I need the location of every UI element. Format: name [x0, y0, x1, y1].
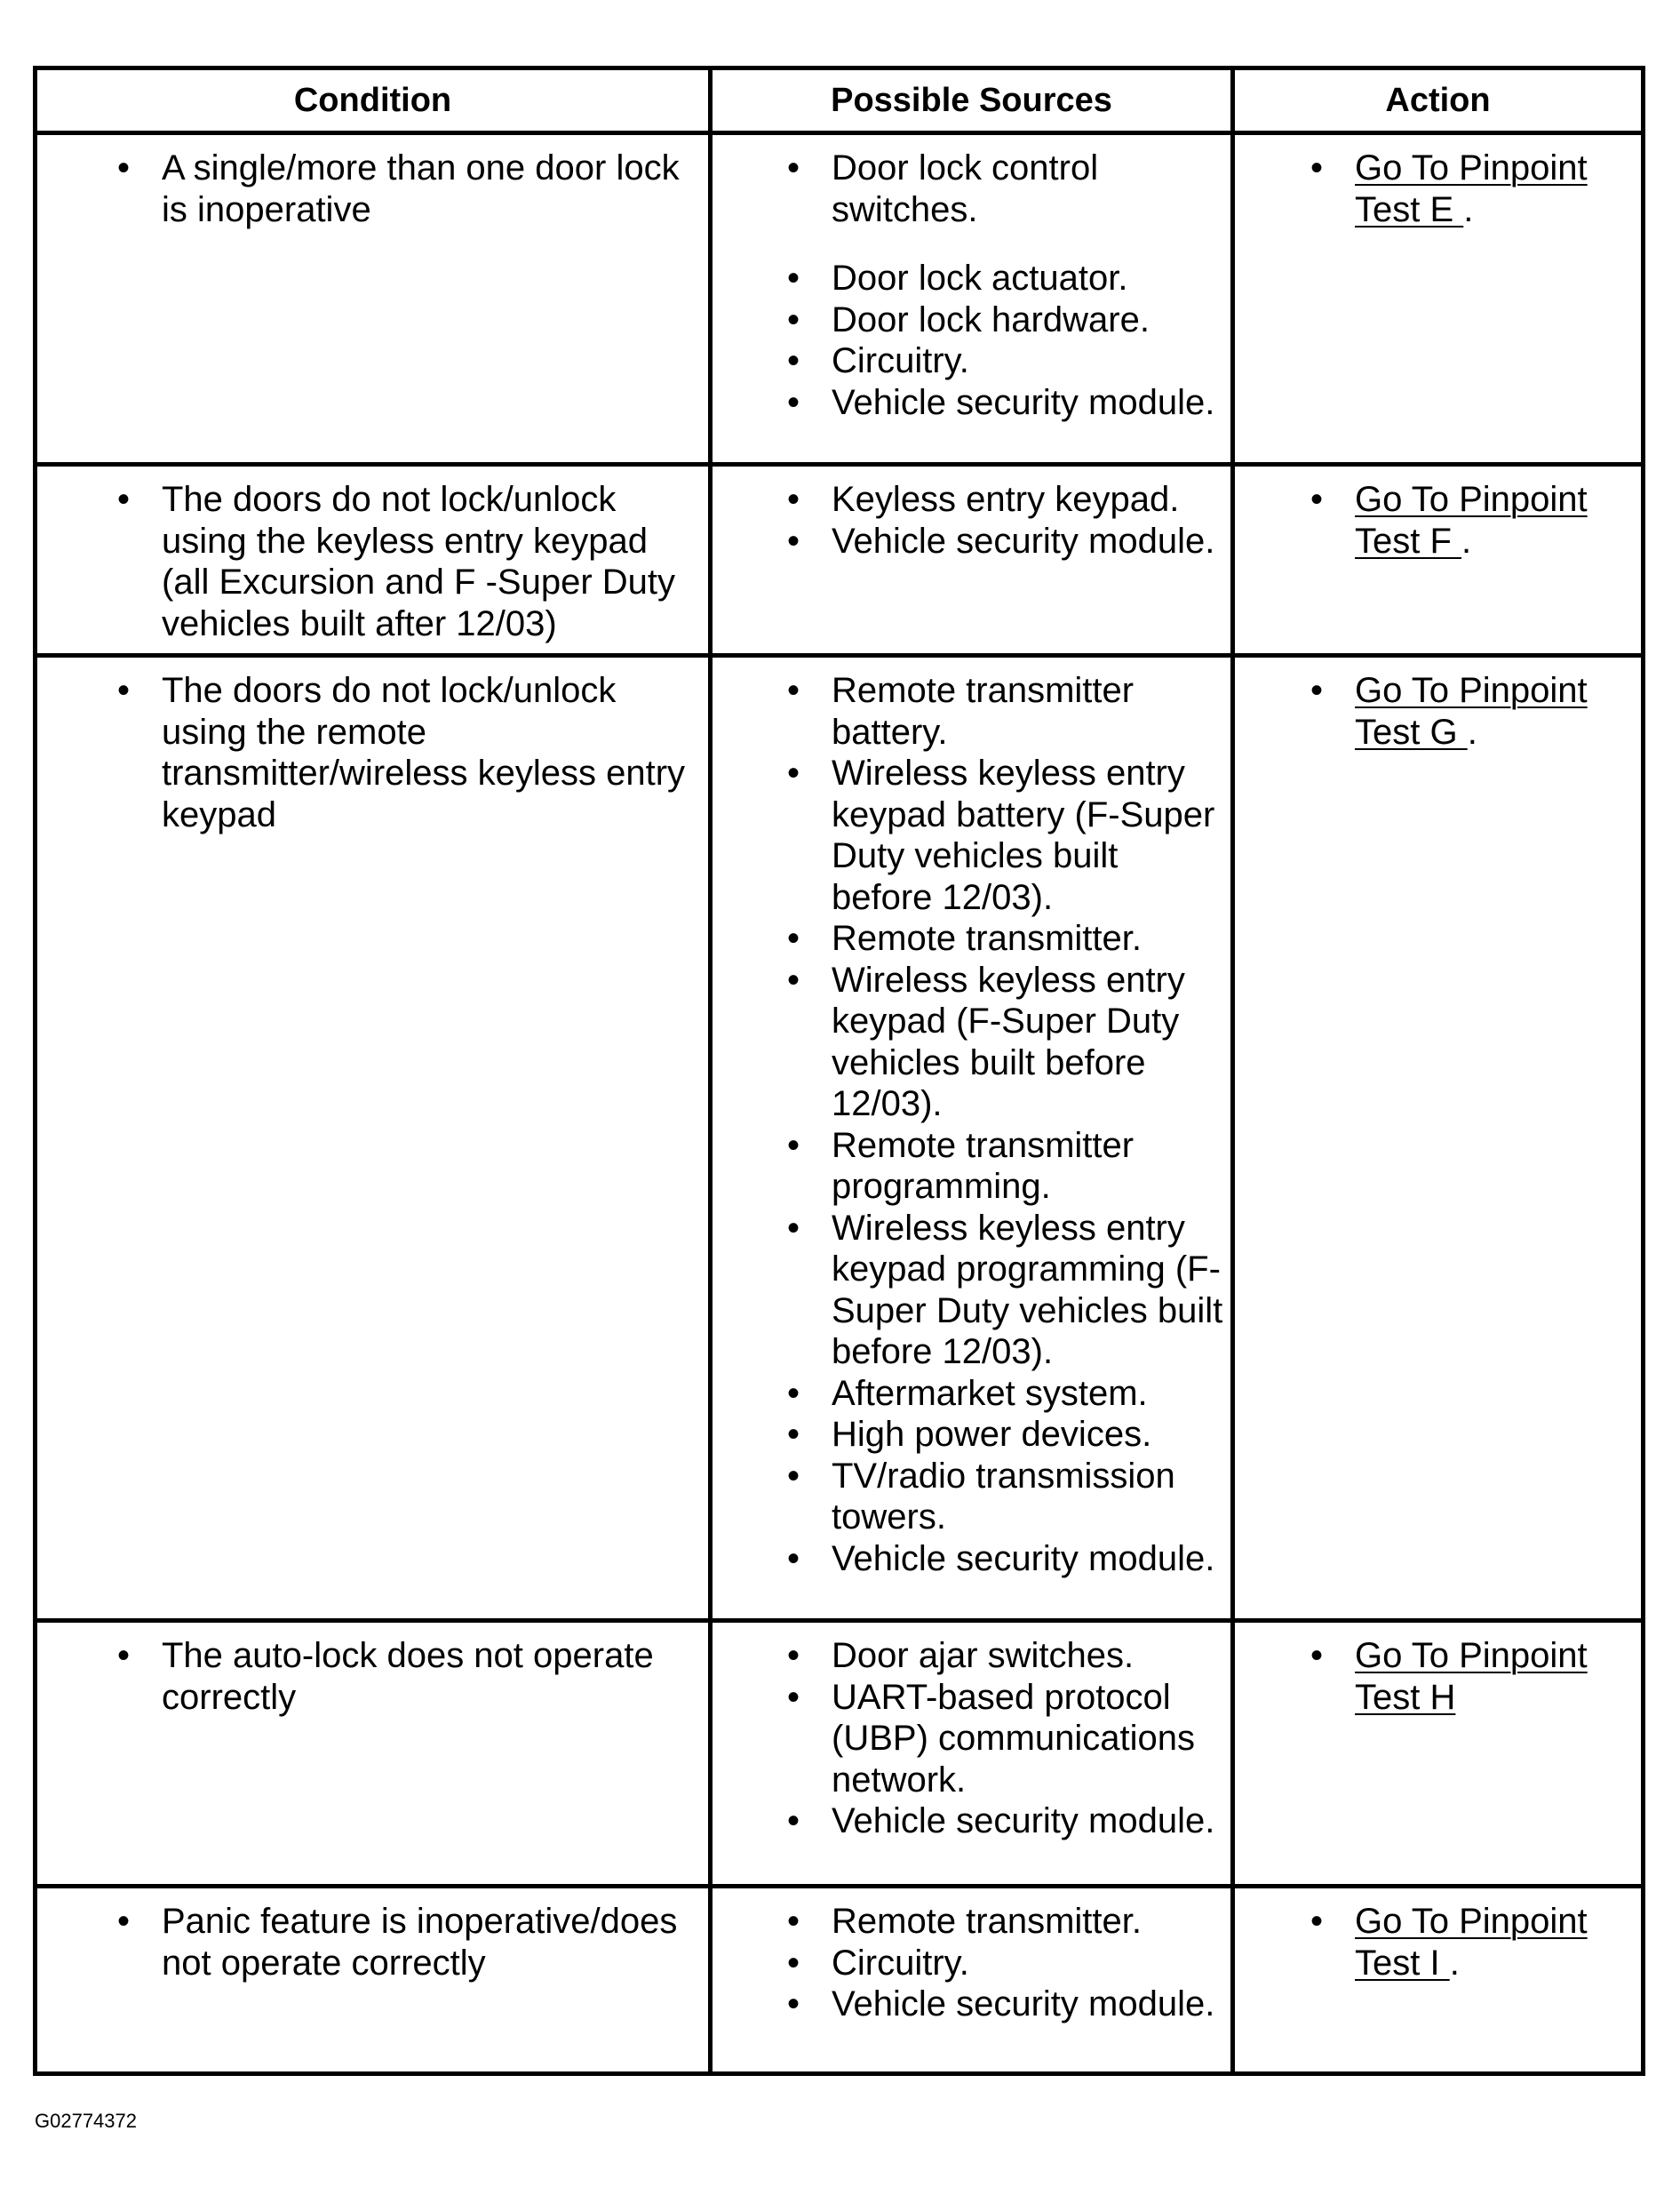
condition-cell	[36, 465, 711, 656]
condition-item: • Panic feature is inoperative/does not operate correctly	[162, 1901, 701, 1983]
condition-item: • The doors do not lock/unlock using the keyless entry keypad (all Excursion and F -Super Duty vehicles built after 12/03)	[162, 479, 701, 644]
sources-cell	[711, 656, 1233, 1621]
action-item	[1355, 148, 1636, 230]
condition-item: • The auto-lock does not operate correctly	[162, 1635, 701, 1718]
action-cell	[1233, 465, 1644, 656]
pinpoint-test-h-link[interactable]: Go To Pinpoint Test H	[1355, 1636, 1588, 1717]
sources-cell	[711, 1621, 1233, 1887]
header-possible-sources: Possible Sources	[711, 68, 1233, 133]
header-row	[36, 68, 1644, 133]
condition-cell	[36, 1621, 711, 1887]
source-item: • Remote transmitter programming.	[832, 1125, 1225, 1208]
source-item: • Remote transmitter battery.	[832, 670, 1225, 753]
source-item: • Circuitry.	[832, 1943, 1225, 1984]
source-item: • Aftermarket system.	[832, 1373, 1225, 1415]
action-suffix: .	[1467, 712, 1477, 752]
action-item	[1355, 670, 1636, 753]
figure-id: G02774372	[35, 2110, 137, 2132]
source-item: • Door lock actuator.	[832, 258, 1225, 299]
pinpoint-test-g-link[interactable]: Go To Pinpoint Test G	[1355, 671, 1588, 752]
source-item: • Keyless entry keypad.	[832, 479, 1225, 521]
source-item: • Wireless keyless entry keypad battery (F-Super Duty vehicles built before 12/03).	[832, 753, 1225, 918]
source-item: • Door lock control switches.	[832, 148, 1225, 230]
source-item: • Vehicle security module.	[832, 1538, 1225, 1580]
pinpoint-test-f-link[interactable]: Go To Pinpoint Test F	[1355, 480, 1588, 561]
source-item: • Vehicle security module.	[832, 521, 1225, 563]
source-item: • Circuitry.	[832, 340, 1225, 382]
pinpoint-test-e-link[interactable]: Go To Pinpoint Test E	[1355, 148, 1588, 229]
source-item: • Wireless keyless entry keypad programming (F-Super Duty vehicles built before 12/03).	[832, 1208, 1225, 1373]
sources-cell	[711, 1887, 1233, 2074]
source-item: • Door ajar switches.	[832, 1635, 1225, 1677]
source-item: • Vehicle security module.	[832, 1983, 1225, 2025]
table-row	[36, 133, 1644, 465]
action-suffix: .	[1461, 521, 1472, 561]
source-item: • Vehicle security module.	[832, 1800, 1225, 1842]
source-item: • UART-based protocol (UBP) communications network.	[832, 1677, 1225, 1801]
pinpoint-test-i-link[interactable]: Go To Pinpoint Test I	[1355, 1902, 1588, 1983]
diagnosis-table	[33, 66, 1645, 2076]
source-item: • Door lock hardware.	[832, 299, 1225, 341]
condition-item: • A single/more than one door lock is inoperative	[162, 148, 701, 230]
sources-cell	[711, 133, 1233, 465]
header-action: Action	[1233, 68, 1644, 133]
action-cell	[1233, 1621, 1644, 1887]
action-cell	[1233, 656, 1644, 1621]
action-cell	[1233, 1887, 1644, 2074]
header-condition: Condition	[36, 68, 711, 133]
source-item: • Remote transmitter.	[832, 918, 1225, 960]
table-row	[36, 465, 1644, 656]
condition-cell	[36, 133, 711, 465]
source-item: • TV/radio transmission towers.	[832, 1456, 1225, 1538]
action-suffix: .	[1463, 189, 1474, 229]
source-item: • Remote transmitter.	[832, 1901, 1225, 1943]
condition-item: • The doors do not lock/unlock using the remote transmitter/wireless keyless entry keypad	[162, 670, 701, 835]
table-row	[36, 656, 1644, 1621]
table-row	[36, 1621, 1644, 1887]
condition-cell	[36, 1887, 711, 2074]
source-item: • High power devices.	[832, 1414, 1225, 1456]
action-item	[1355, 479, 1636, 562]
action-item	[1355, 1901, 1636, 1983]
sources-cell	[711, 465, 1233, 656]
source-item: • Vehicle security module.	[832, 382, 1225, 424]
action-item	[1355, 1635, 1636, 1718]
source-item: • Wireless keyless entry keypad (F-Super Duty vehicles built before 12/03).	[832, 960, 1225, 1125]
action-cell	[1233, 133, 1644, 465]
condition-cell	[36, 656, 711, 1621]
table-row	[36, 1887, 1644, 2074]
action-suffix: .	[1449, 1943, 1460, 1983]
